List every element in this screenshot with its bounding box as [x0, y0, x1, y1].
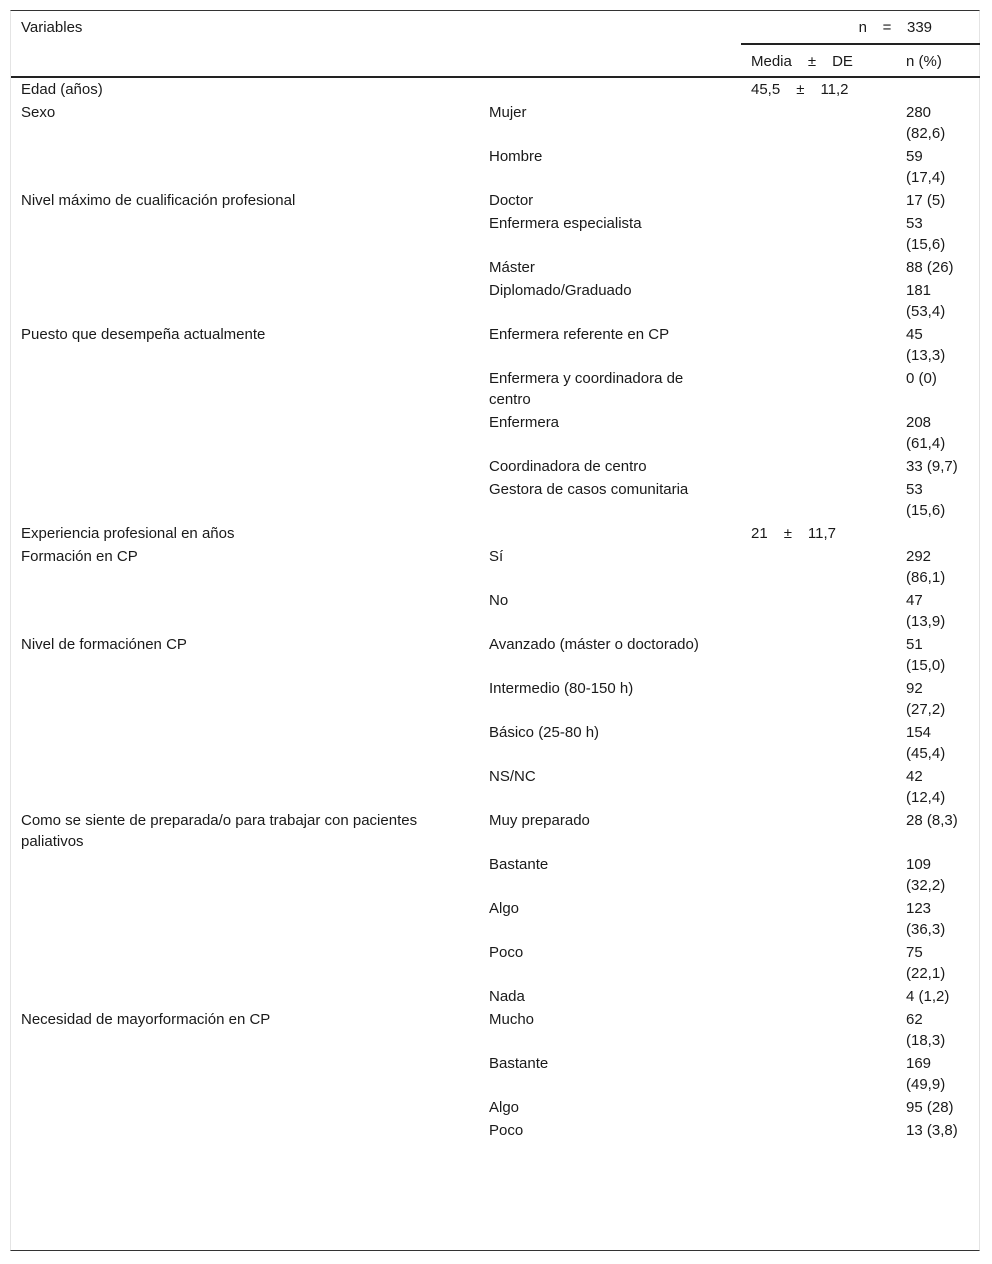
- count-percent-cell: 51 (15,0): [906, 636, 946, 674]
- mean-value: 21: [751, 525, 768, 542]
- pm-sign: ±: [796, 81, 805, 98]
- header-row-2: [11, 44, 980, 77]
- category-cell: Poco: [489, 944, 524, 961]
- mean-sd-cell: [741, 256, 896, 279]
- variable-cell: [11, 941, 479, 985]
- category-cell: Bastante: [489, 856, 549, 873]
- table-row: [11, 545, 980, 589]
- npct-header: n (%): [896, 44, 980, 77]
- category-cell: Bastante: [489, 1055, 549, 1072]
- table-row: [11, 721, 980, 765]
- mean-sd-cell: [741, 189, 896, 212]
- table-row: [11, 809, 980, 853]
- equals-sign: =: [882, 19, 892, 36]
- variable-cell: Necesidad de mayorformación en CP: [21, 1011, 271, 1028]
- variable-cell: [11, 897, 479, 941]
- table-row: [11, 985, 980, 1008]
- count-percent-cell: 88 (26): [906, 259, 954, 276]
- variable-cell: [11, 985, 479, 1008]
- count-percent-cell: 123 (36,3): [906, 900, 946, 938]
- count-percent-cell: 154 (45,4): [906, 724, 946, 762]
- variable-cell: [11, 367, 479, 411]
- table-row: [11, 189, 980, 212]
- table-row: [11, 897, 980, 941]
- n-label: n: [858, 19, 867, 36]
- mean-sd-cell: [741, 589, 896, 633]
- category-cell: Diplomado/Graduado: [489, 282, 632, 299]
- variable-cell: [11, 853, 479, 897]
- variable-cell: Nivel máximo de cualificación profesional: [21, 192, 296, 209]
- category-cell: Enfermera y coordinadora de centro: [489, 370, 684, 408]
- table-row: [11, 1052, 980, 1096]
- table-row: [11, 323, 980, 367]
- count-percent-cell: [896, 77, 980, 101]
- category-cell: Enfermera: [489, 414, 560, 431]
- variable-cell: Formación en CP: [21, 548, 138, 565]
- count-percent-cell: 109 (32,2): [906, 856, 946, 894]
- variable-cell: Como se siente de preparada/o para trabajar con pacientes paliativos: [21, 812, 418, 850]
- count-percent-cell: 59 (17,4): [906, 148, 946, 186]
- mean-sd-cell: [741, 897, 896, 941]
- category-cell: Muy preparado: [489, 812, 590, 829]
- count-percent-cell: 47 (13,9): [906, 592, 946, 630]
- count-percent-cell: 292 (86,1): [906, 548, 946, 586]
- category-cell: Nada: [489, 988, 525, 1005]
- mean-sd-cell: [741, 809, 896, 853]
- table-row: [11, 1119, 980, 1142]
- count-percent-cell: 169 (49,9): [906, 1055, 946, 1093]
- table-row: [11, 765, 980, 809]
- category-cell: Coordinadora de centro: [489, 458, 647, 475]
- mean-sd-cell: [741, 145, 896, 189]
- variable-cell: [11, 721, 479, 765]
- mean-sd-cell: [741, 212, 896, 256]
- variable-cell: [11, 256, 479, 279]
- n-value: 339: [906, 19, 933, 36]
- table-row: [11, 411, 980, 455]
- media-label: Media: [751, 53, 792, 70]
- mean-sd-cell: [741, 279, 896, 323]
- pm-sign: ±: [783, 525, 792, 542]
- sample-size-header: [741, 11, 980, 44]
- variables-header: Variables: [21, 19, 83, 36]
- variable-cell: [11, 1052, 479, 1096]
- category-cell: [479, 77, 741, 101]
- category-cell: Algo: [489, 900, 520, 917]
- count-percent-cell: 75 (22,1): [906, 944, 946, 982]
- table-row: [11, 101, 980, 145]
- variable-cell: [11, 1096, 479, 1119]
- variable-cell: Puesto que desempeña actualmente: [21, 326, 266, 343]
- category-cell: No: [489, 592, 509, 609]
- sd-value: 11,7: [807, 525, 837, 542]
- category-cell: Doctor: [489, 192, 534, 209]
- mean-sd-cell: [741, 721, 896, 765]
- table-row: [11, 367, 980, 411]
- category-cell: Máster: [489, 259, 535, 276]
- count-percent-cell: 181 (53,4): [906, 282, 946, 320]
- sd-value: 11,2: [820, 81, 849, 98]
- count-percent-cell: 92 (27,2): [906, 680, 946, 718]
- count-percent-cell: 33 (9,7): [906, 458, 958, 475]
- category-cell: Básico (25-80 h): [489, 724, 600, 741]
- mean-sd-cell: [741, 1119, 896, 1142]
- table-row: [11, 145, 980, 189]
- variable-cell: [11, 145, 479, 189]
- count-percent-cell: 17 (5): [906, 192, 946, 209]
- count-percent-cell: 95 (28): [906, 1099, 954, 1116]
- variable-cell: [11, 478, 479, 522]
- header-row-1: [11, 11, 980, 44]
- variable-cell: [11, 279, 479, 323]
- variable-cell: [11, 1119, 479, 1142]
- table-body: [11, 77, 980, 1142]
- table-row: [11, 256, 980, 279]
- mean-value: 45,5: [751, 81, 781, 98]
- mean-sd-cell: [741, 522, 896, 545]
- count-percent-cell: [896, 522, 980, 545]
- table-row: [11, 1096, 980, 1119]
- variable-cell: [11, 765, 479, 809]
- mean-sd-cell: [741, 323, 896, 367]
- category-cell: [479, 522, 741, 545]
- category-cell: Algo: [489, 1099, 520, 1116]
- mean-sd-cell: [741, 765, 896, 809]
- count-percent-cell: 42 (12,4): [906, 768, 946, 806]
- demographics-table: [11, 11, 980, 1142]
- category-cell: Hombre: [489, 148, 543, 165]
- count-percent-cell: 28 (8,3): [906, 812, 958, 829]
- count-percent-cell: 53 (15,6): [906, 481, 946, 519]
- table-row: [11, 633, 980, 677]
- variable-cell: [11, 677, 479, 721]
- table-row: [11, 853, 980, 897]
- category-cell: Poco: [489, 1122, 524, 1139]
- mean-sd-cell: [741, 545, 896, 589]
- mean-sd-cell: [741, 455, 896, 478]
- mean-sd-cell: [741, 633, 896, 677]
- category-cell: Enfermera referente en CP: [489, 326, 670, 343]
- mean-sd-cell: [741, 941, 896, 985]
- table-row: [11, 77, 980, 101]
- category-cell: NS/NC: [489, 768, 536, 785]
- mean-sd-cell: [741, 985, 896, 1008]
- mean-sd-cell: [741, 101, 896, 145]
- mean-sd-cell: [741, 853, 896, 897]
- category-cell: Mucho: [489, 1011, 535, 1028]
- count-percent-cell: 13 (3,8): [906, 1122, 958, 1139]
- table-row: [11, 677, 980, 721]
- mean-sd-cell: [741, 411, 896, 455]
- table-row: [11, 522, 980, 545]
- category-cell: Intermedio (80-150 h): [489, 680, 634, 697]
- mean-sd-cell: [741, 677, 896, 721]
- mean-sd-header: [741, 44, 896, 77]
- table-row: [11, 478, 980, 522]
- category-cell: Gestora de casos comunitaria: [489, 481, 689, 498]
- variable-cell: [11, 455, 479, 478]
- variable-cell: [11, 589, 479, 633]
- count-percent-cell: 4 (1,2): [906, 988, 950, 1005]
- variable-cell: Nivel de formaciónen CP: [21, 636, 187, 653]
- mean-sd-cell: [741, 367, 896, 411]
- de-label: DE: [832, 53, 853, 70]
- table-row: [11, 1008, 980, 1052]
- category-cell: Enfermera especialista: [489, 215, 642, 232]
- table-row: [11, 279, 980, 323]
- table-row: [11, 455, 980, 478]
- table-row: [11, 589, 980, 633]
- count-percent-cell: 53 (15,6): [906, 215, 946, 253]
- category-cell: Avanzado (máster o doctorado): [489, 636, 699, 653]
- variable-cell: Sexo: [21, 104, 56, 121]
- count-percent-cell: 208 (61,4): [906, 414, 946, 452]
- category-cell: Sí: [489, 548, 504, 565]
- variable-cell: Edad (años): [21, 81, 103, 98]
- mean-sd-cell: [741, 478, 896, 522]
- count-percent-cell: 0 (0): [906, 370, 937, 387]
- pm-label: ±: [807, 53, 817, 70]
- mean-sd-cell: [741, 1052, 896, 1096]
- table-row: [11, 941, 980, 985]
- table-row: [11, 212, 980, 256]
- category-cell: Mujer: [489, 104, 527, 121]
- variable-cell: [11, 411, 479, 455]
- count-percent-cell: 280 (82,6): [906, 104, 946, 142]
- mean-sd-cell: [741, 77, 896, 101]
- variable-cell: Experiencia profesional en años: [21, 525, 235, 542]
- count-percent-cell: 45 (13,3): [906, 326, 946, 364]
- mean-sd-cell: [741, 1096, 896, 1119]
- count-percent-cell: 62 (18,3): [906, 1011, 946, 1049]
- mean-sd-cell: [741, 1008, 896, 1052]
- variable-cell: [11, 212, 479, 256]
